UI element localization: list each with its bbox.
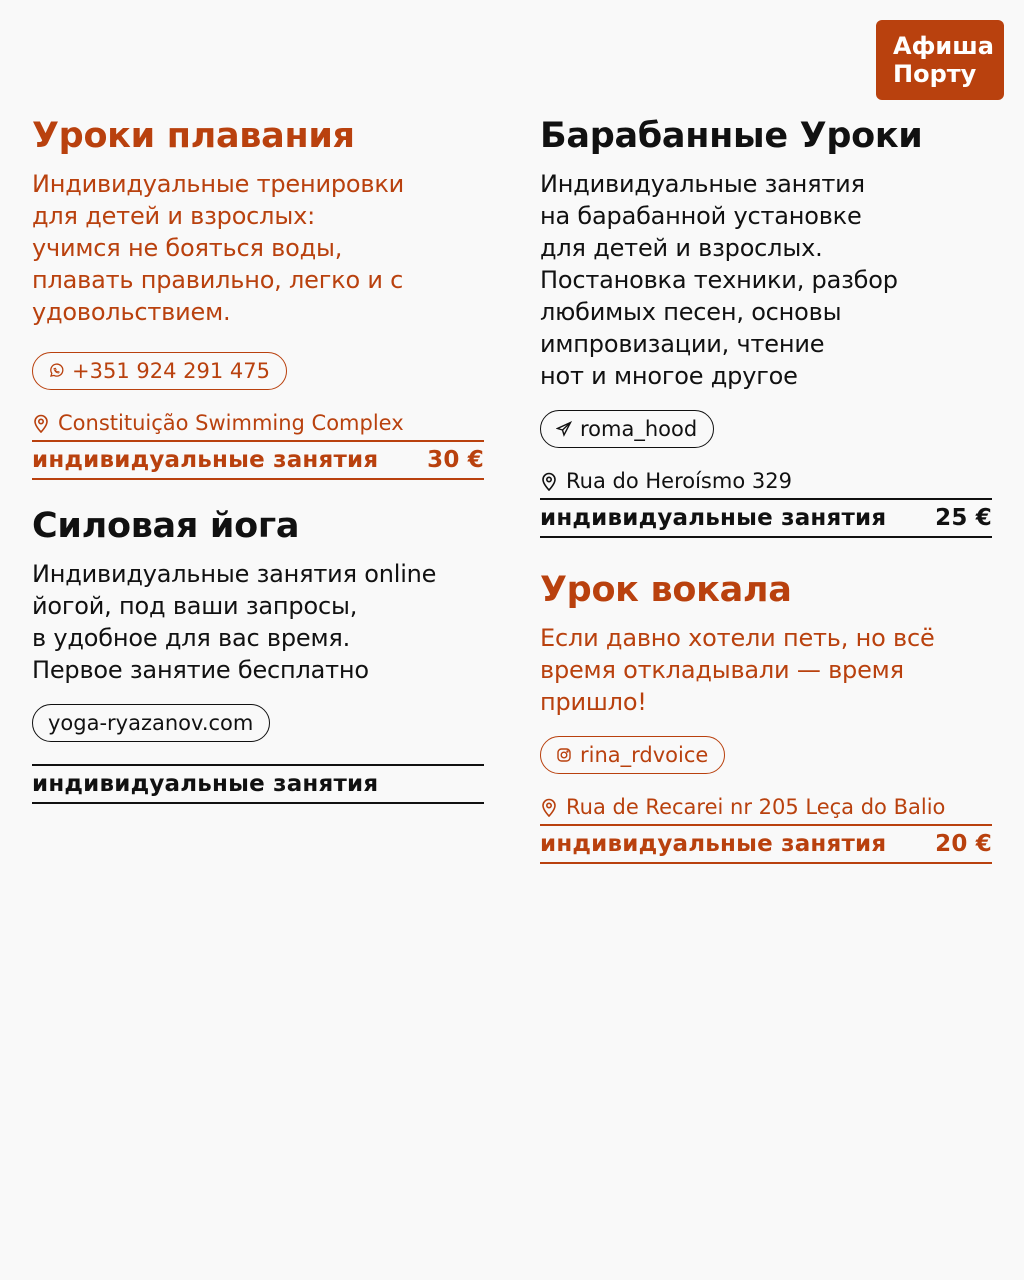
lesson-type: индивидуальные занятия [32,771,379,797]
card-description: Индивидуальные тренировки для детей и взрослых: учимся не бояться воды, плавать правильно, легко и с удовольствием. [32,170,405,326]
telegram-contact-link[interactable]: roma_hood [540,410,714,448]
card-title: Уроки плавания [32,116,355,156]
map-pin-icon [540,797,558,817]
card-vocal-lesson [540,570,992,864]
card-swimming-lessons [32,116,484,480]
phone-contact-link[interactable]: +351 924 291 475 [32,352,287,390]
card-power-yoga [32,506,484,804]
lesson-type-price-bar [540,824,992,864]
card-title: Урок вокала [540,570,792,610]
card-description: Индивидуальные занятия на барабанной установке для детей и взрослых. Постановка техники, разбор любимых песен, основы импровизации, чтение нот и многое другое [540,170,898,390]
map-pin-icon [540,471,558,491]
website-link[interactable]: yoga-ryazanov.com [32,704,270,742]
location: Rua de Recarei nr 205 Leça do Balio [540,792,992,822]
price: 25 € [935,505,992,531]
lesson-type: индивидуальные занятия [540,505,887,531]
afisha-porto-logo [876,20,1004,100]
lesson-type: индивидуальные занятия [32,447,379,473]
card-title: Барабанные Уроки [540,116,923,156]
lesson-type: индивидуальные занятия [540,831,887,857]
price: 20 € [935,831,992,857]
location: Rua do Heroísmo 329 [540,466,992,496]
lesson-type-bar [32,764,484,804]
instagram-icon [556,747,572,763]
lesson-type-price-bar [32,440,484,480]
whatsapp-icon [48,363,64,379]
card-description: Индивидуальные занятия online йогой, под ваши запросы, в удобное для вас время. Первое занятие бесплатно [32,560,437,684]
instagram-contact-link[interactable]: rina_rdvoice [540,736,725,774]
logo-line-1: Афиша [893,32,994,60]
card-description: Если давно хотели петь, но всё время откладывали — время пришло! [540,624,935,716]
location: Constituição Swimming Complex [32,408,484,438]
lesson-type-price-bar [540,498,992,538]
telegram-icon [556,421,572,437]
map-pin-icon [32,413,50,433]
price: 30 € [427,447,484,473]
card-drum-lessons [540,116,992,538]
card-title: Силовая йога [32,506,300,546]
logo-line-2: Порту [893,60,977,88]
